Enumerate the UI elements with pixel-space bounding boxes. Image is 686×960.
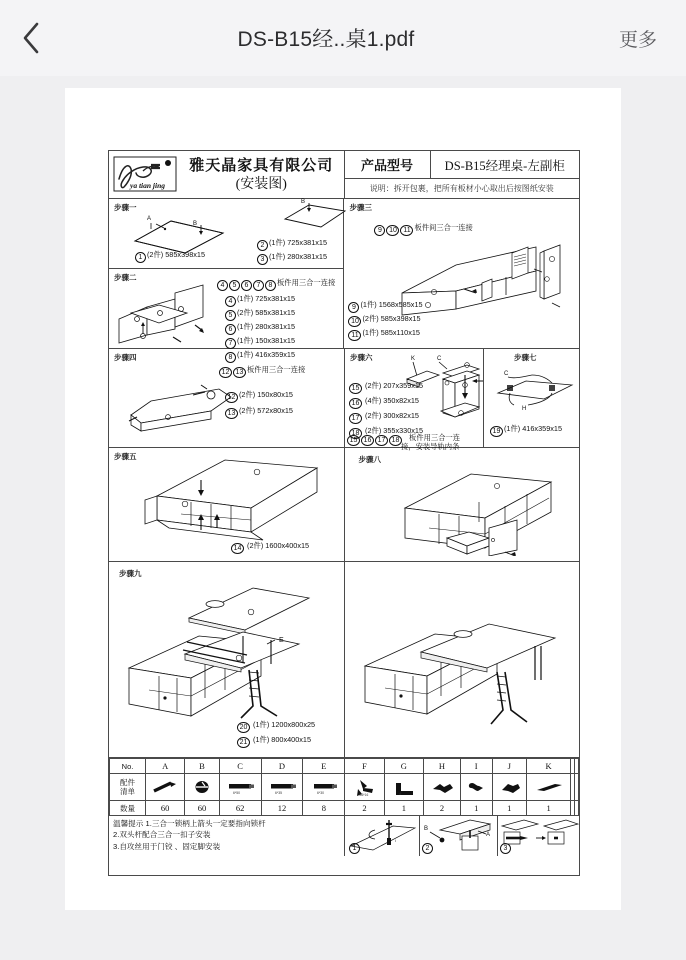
part-qty: (1件) [269,252,286,261]
part-number-badge: 9 [374,225,385,236]
part-number-badge: 2 [257,240,268,251]
part-number-badge: 10 [348,316,361,327]
part-size: 585x398x15 [165,250,206,259]
step-8-cell [345,448,580,561]
part-size: 1600x400x15 [265,541,310,550]
step-6-cell [345,349,484,451]
svg-text:H: H [522,406,527,411]
svg-text:A: A [486,832,491,838]
hardware-table-block [109,758,579,816]
hardware-header-row [110,759,579,774]
hardware-qty-C: 62 [219,801,261,816]
part-number-badge: 4 [225,296,236,307]
hinge-icon [424,774,461,801]
step-7-label: 步骤七 [514,353,537,362]
step-1-part-1 [135,249,205,263]
hardware-qty-J: 1 [492,801,526,816]
hardware-qty-blank-2 [575,801,579,816]
footer-diagram-number: 3 [500,843,511,854]
step-4-heading [219,365,305,378]
hardware-qty-D: 12 [261,801,303,816]
screw-icon [146,774,185,801]
part-number-badge: 5 [225,310,236,321]
step-8-label: 步骤八 [358,455,381,464]
svg-text:6*35: 6*35 [274,791,282,795]
hardware-col-G: G [384,759,423,774]
step-6-label: 步骤六 [350,353,373,362]
part-size: 280x381x15 [287,252,328,261]
step-9-result-diagram [359,602,569,742]
part-number-badge: 12 [219,367,232,378]
hardware-qty-I: 1 [460,801,492,816]
part-size: 800x400x15 [271,735,312,744]
app-header-bar [0,0,686,76]
part-number-badge: 17 [375,435,388,446]
title-block [109,151,579,199]
svg-text:B: B [301,199,306,205]
part-number-badge: 5 [229,280,240,291]
step-9-part-row [237,718,315,733]
hardware-no-label: No. [110,759,146,774]
part-number-badge: 3 [257,254,268,265]
company-subtitle: (安装图) [235,176,287,192]
part-qty: (2件) [239,406,256,416]
part-number-badge: 11 [348,330,361,341]
hardware-table [109,758,579,816]
hardware-qty-G: 1 [384,801,423,816]
step-2-part-row [225,321,335,335]
hardware-qty-K: 1 [526,801,570,816]
part-number-badge: 7 [225,338,236,349]
step-4-part-row [225,387,305,403]
step-7-diagram [492,367,576,411]
hardware-qty-F: 2 [345,801,384,816]
part-number-badge: 20 [237,722,250,733]
part-number-badge: 7 [253,280,264,291]
part-number-badge: 10 [386,225,399,236]
footer-diagram-3 [498,816,579,856]
hardware-col-K: K [526,759,570,774]
step-9-diagram [123,576,335,736]
company-block [109,151,345,198]
step-9-cell [109,562,345,757]
svg-text:6*30: 6*30 [316,791,324,795]
svg-text:E: E [279,637,284,644]
part-number-badge: 14 [231,543,244,554]
part-qty: (1件) [360,300,377,309]
step-5-cell [109,448,345,561]
footer-diagram-1 [345,816,420,856]
step-2-part-row [225,307,335,321]
part-number-badge: 18 [349,428,362,439]
part-number-badge: 16 [349,398,362,409]
step-6-footer-text-1: 板件用三合一连 [409,433,461,442]
footer-diagram-2 [420,816,498,856]
footer-diagram-number: 2 [422,843,433,854]
company-name: 雅天晶家具有限公司 [189,157,334,174]
part-number-badge: 17 [349,413,362,424]
step-7-part-row [490,423,562,437]
step-3-cell [344,199,579,348]
step-5-part-row [231,540,309,554]
part-qty: (2件) [365,381,382,390]
part-qty: (1件) [237,294,254,303]
hardware-col-D: D [261,759,303,774]
part-number-badge: 8 [265,280,276,291]
hardware-col-I: I [460,759,492,774]
cam-lock-icon [185,774,219,801]
footer-note-1: 1.三合一锁柄上箭头一定要指向锁杆 [145,819,266,828]
hardware-col-A: A [146,759,185,774]
part-qty: (1件) [253,720,270,729]
company-name-block [179,157,344,193]
step-2-diagram [113,279,223,345]
model-label: 产品型号 [345,151,431,178]
part-number-badge: 6 [241,280,252,291]
step-3-heading-text: 板件间三合一连接 [414,223,473,232]
svg-text:A: A [147,216,152,222]
footer-notes-title: 温馨提示 [113,819,144,828]
assembly-drawing-sheet [108,150,580,876]
part-qty: (1件) [504,424,521,433]
part-number-badge: 16 [361,435,374,446]
part-size: 350x82x15 [383,396,419,405]
step-5-diagram [139,454,327,546]
svg-text:M6*16: M6*16 [359,793,369,797]
svg-text:B: B [424,826,429,832]
step-1-parts-right [257,199,328,265]
part-qty: (2件) [365,411,382,420]
hardware-col-C: C [219,759,261,774]
hardware-qty-label: 数量 [110,801,146,816]
part-size: 207x359x15 [383,381,424,390]
hardware-col-B: B [185,759,219,774]
hardware-col-J: J [492,759,526,774]
dowel-icon [303,774,345,801]
step-2-part-row [225,335,335,349]
brand-logo-icon [113,155,179,195]
svg-text:K: K [411,356,416,362]
part-number-badge: 19 [490,426,503,437]
hardware-col-blank-2 [575,759,579,774]
step-3-part-row [348,299,422,313]
part-number-badge: 15 [349,383,362,394]
footer-note-3: 3.自攻丝用于门铰 、固定脚安装 [113,841,221,851]
bracket-icon [345,774,384,801]
page-title: DS-B15经..桌1.pdf [237,28,415,51]
footer-note-2: 2.双头杆配合三合一扣子安装 [113,830,211,840]
step-4-cell [109,349,345,447]
part-number-badge: 15 [347,435,360,446]
step-6-part-row [349,379,423,394]
part-number-badge: 13 [233,367,246,378]
hardware-parts-label: 配件 清单 [110,774,146,801]
model-block [345,151,580,198]
step-3-label: 步骤三 [349,203,372,212]
part-qty: (2件) [237,308,254,317]
part-number-badge: 6 [225,324,236,335]
part-size: 725x381x15 [255,294,296,303]
step-1-diagram-b [279,197,351,233]
part-qty: (2件) [239,390,256,399]
part-number-badge: 21 [237,737,250,748]
step-2-heading-text: 板件用三合一连接 [277,278,336,287]
hardware-qty-E: 8 [303,801,345,816]
part-size: 416x359x15 [522,424,563,433]
part-number-badge: 9 [348,302,359,313]
step-1-label: 步骤一 [114,203,137,212]
svg-text:B: B [193,221,198,227]
part-qty: (2件) [147,250,164,259]
hardware-col-H: H [424,759,461,774]
step-1-part-row [257,237,327,251]
step-3-part-row [348,327,422,341]
step-6-part-row [349,409,423,424]
part-number-badge: 13 [225,408,238,419]
step-6-footer-text-2: 接，安装导轨内条 [401,442,460,451]
part-number-badge: 1 [135,252,146,263]
hardware-col-F: F [345,759,384,774]
step-9-label: 步骤九 [119,569,142,578]
pdf-page [65,88,621,910]
hardware-icon-row [110,774,579,801]
part-size: 280x381x15 [255,322,296,331]
part-qty: (2件) [365,426,382,435]
step-2-part-row [225,293,335,307]
part-qty: (1件) [362,328,379,337]
part-qty: (2件) [247,541,264,550]
part-number-badge: 18 [389,435,402,446]
part-size: 585x381x15 [255,308,296,317]
part-size: 585x398x15 [380,314,421,323]
part-size: 150x80x15 [257,390,293,399]
part-number-badge: 4 [217,280,228,291]
angle-bracket-icon [384,774,423,801]
chevron-left-icon [21,21,41,55]
part-size: 150x381x15 [255,336,296,345]
step-6-part-row [349,394,423,409]
part-qty: (1件) [253,735,270,744]
part-qty: (4件) [365,396,382,405]
more-button[interactable]: 更多 [618,29,657,51]
hardware-qty-H: 2 [424,801,461,816]
model-value: DS-B15经理桌-左副柜 [444,158,565,173]
footer-notes [109,816,345,856]
footer-block [109,816,579,856]
part-size: 416x359x15 [255,350,296,359]
svg-text:ya tian jing: ya tian jing [130,180,166,190]
footer-note-line-0 [113,818,340,829]
small-clip-icon [460,774,492,801]
step-4-part-row [225,403,305,419]
svg-text:4': 4' [398,792,402,796]
part-number-badge: 11 [400,225,413,236]
step-5-label: 步骤五 [114,452,137,461]
dowel-icon [261,774,303,801]
part-number-badge: 8 [225,352,236,363]
svg-text:C: C [504,371,509,377]
handle-icon [526,774,570,801]
svg-text:C: C [437,356,442,362]
hardware-col-E: E [303,759,345,774]
hardware-icon-blank-2 [575,774,579,801]
step-1-part-row [257,251,327,265]
step-9-part-row [237,733,315,748]
lock-icon [492,774,526,801]
part-size: 572x80x15 [257,406,293,416]
step-2-label: 步骤二 [114,273,137,282]
hardware-qty-B: 60 [185,801,219,816]
part-qty: (1件) [269,238,286,247]
hardware-qty-row [110,801,579,816]
step-4-heading-text: 板件用三合一连接 [247,365,306,374]
step-8-diagram [393,462,569,556]
part-number-badge: 12 [225,392,238,403]
part-size: 355x330x15 [383,426,424,435]
part-size: 1200x800x25 [271,720,316,729]
dowel-icon [219,774,261,801]
svg-text:i: i [395,838,396,843]
step-3-part-row [348,313,422,327]
step-2-heading [217,278,335,291]
step-7-cell [484,349,579,447]
back-button[interactable] [0,0,62,76]
part-size: 725x381x15 [287,238,328,247]
part-qty: (1件) [237,336,254,345]
part-size: 1568x585x15 [378,300,423,309]
part-size: 585x110x15 [380,328,420,337]
step-4-label: 步骤四 [114,353,137,362]
part-qty: (2件) [362,314,379,323]
part-qty: (1件) [237,350,254,359]
hardware-qty-A: 60 [146,801,185,816]
part-qty: (1件) [237,322,254,331]
instruction-note: 说明：拆开包裹，把所有板材小心取出后按图纸安装 [369,184,554,193]
part-size: 300x82x15 [383,411,419,420]
svg-text:6*50: 6*50 [233,791,241,795]
step-9-result-cell [345,562,580,757]
footer-diagram-number: 1 [349,843,360,854]
